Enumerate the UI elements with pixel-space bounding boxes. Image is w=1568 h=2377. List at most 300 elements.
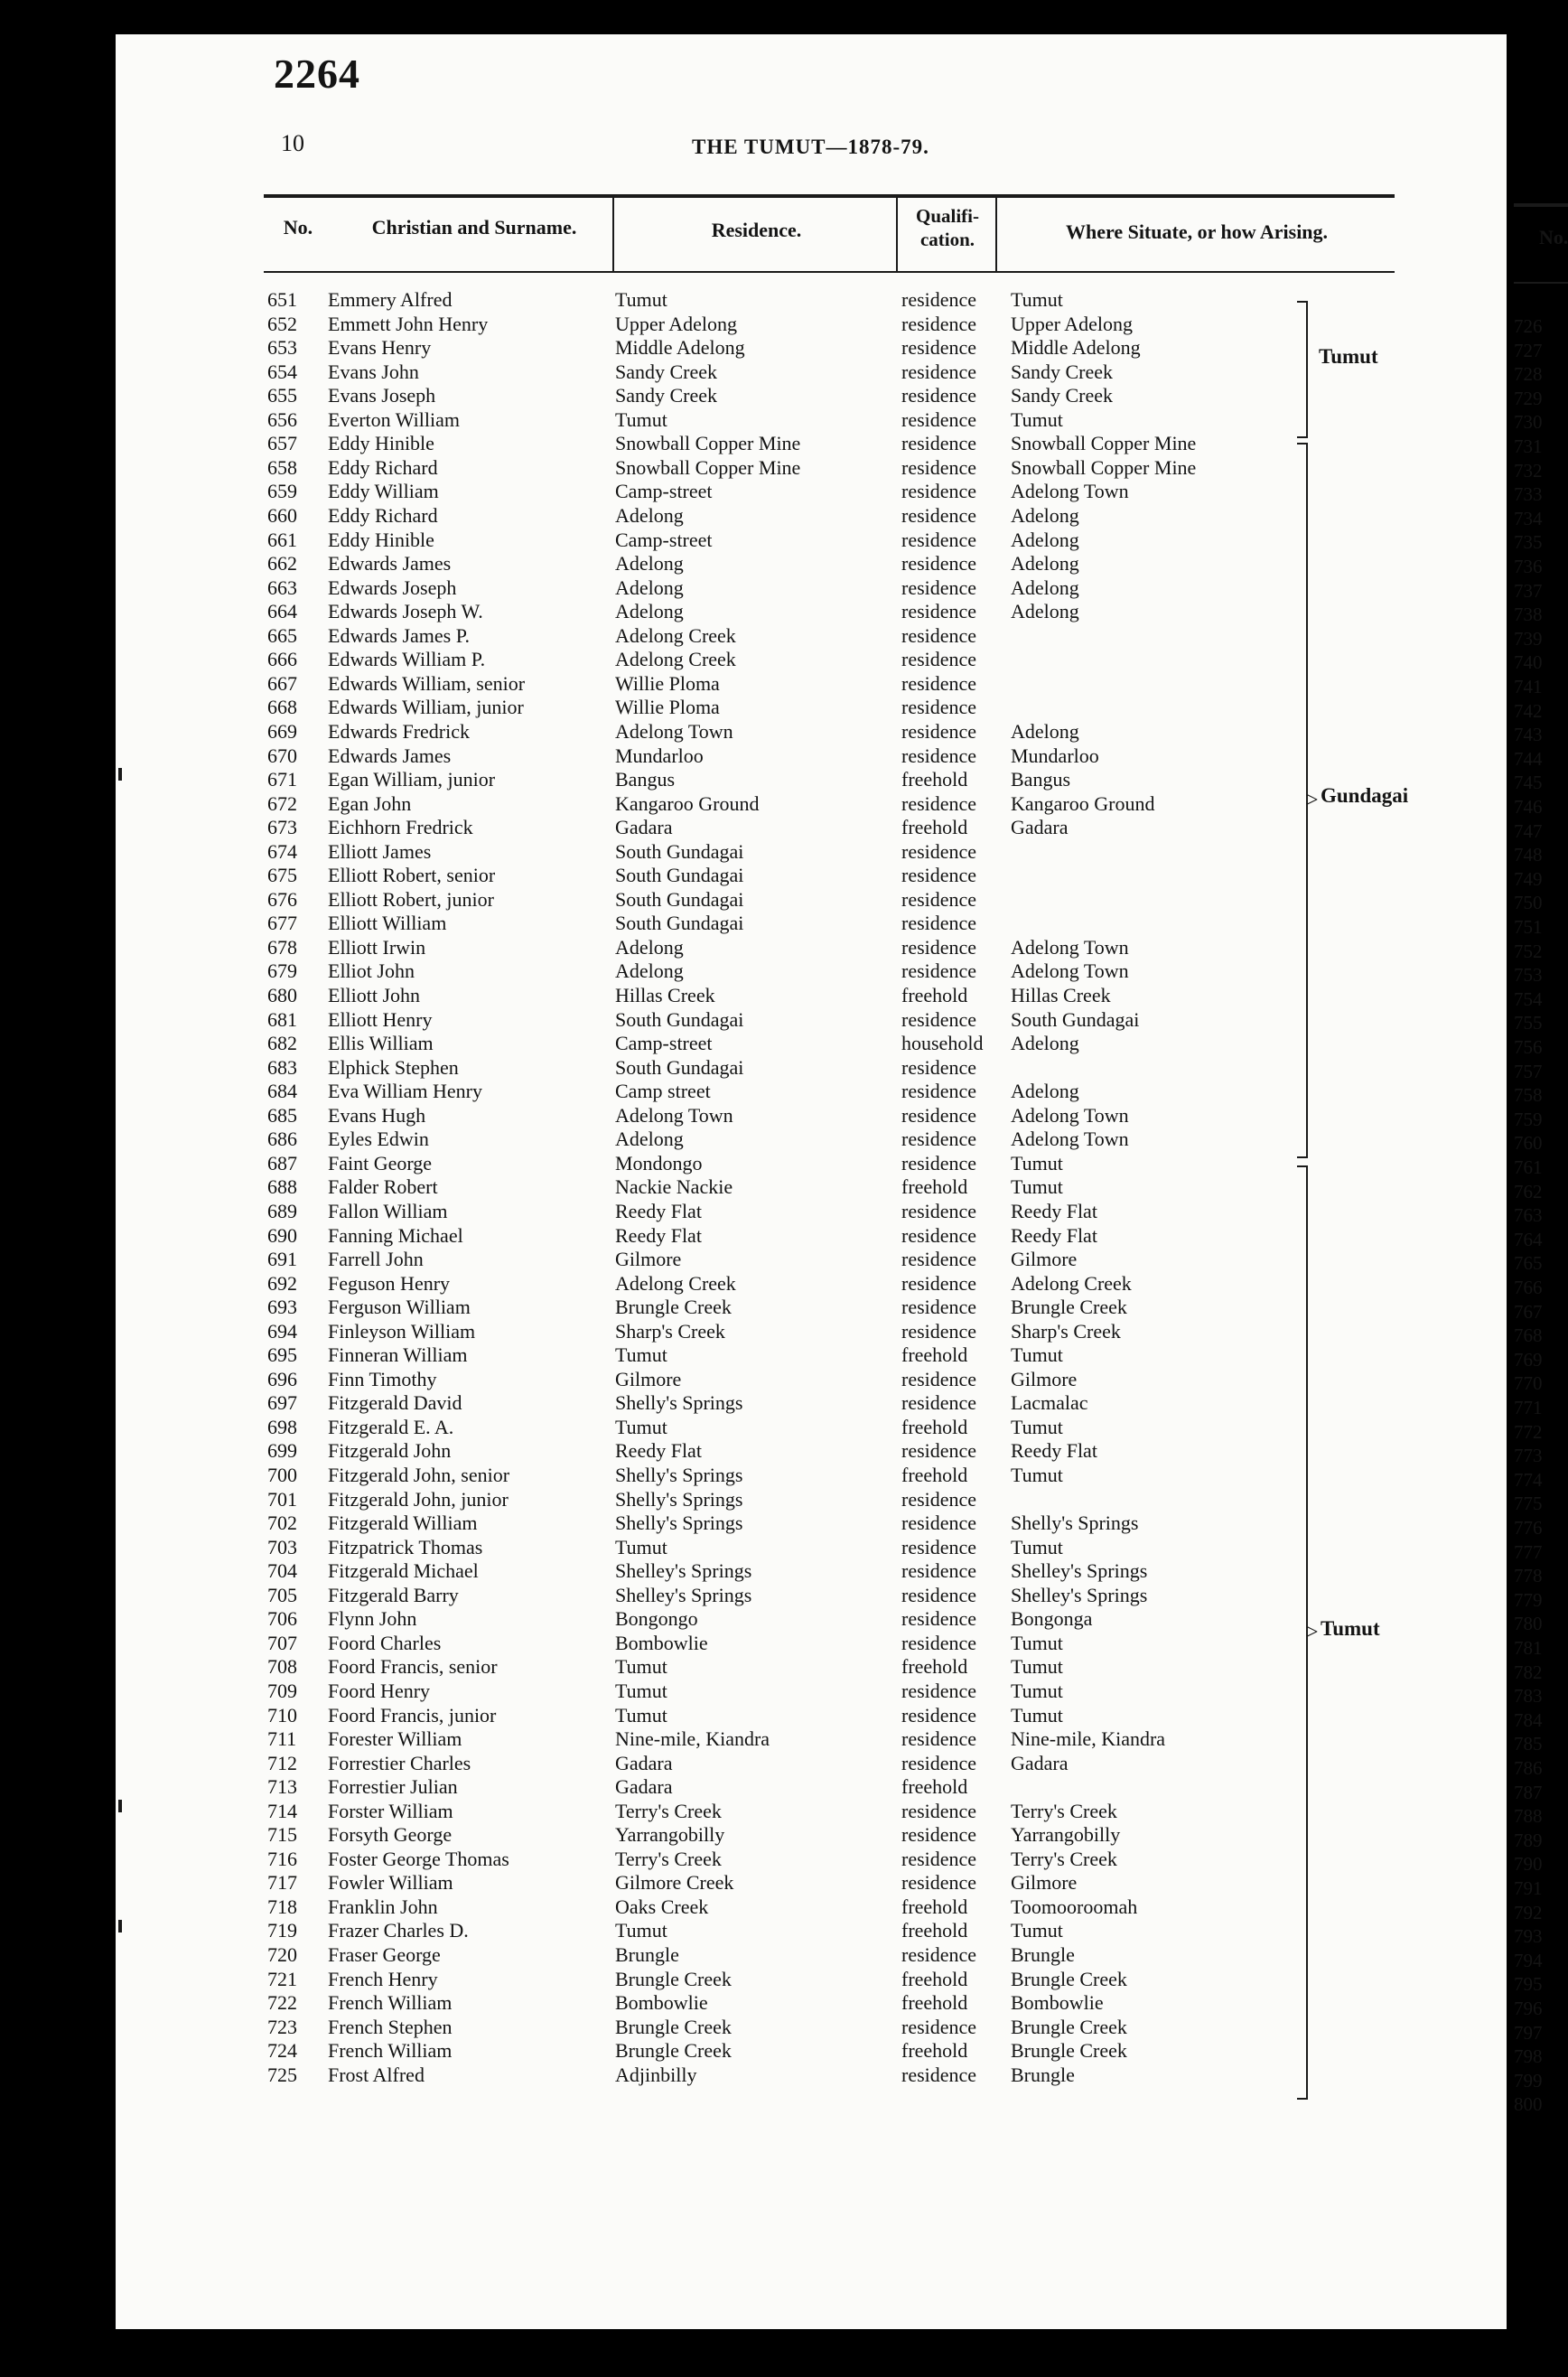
next-column-number: 800 [1514, 2093, 1543, 2116]
entry-name: Forrestier Charles [328, 1751, 471, 1774]
table-row [0, 840, 1391, 864]
next-column-number: 737 [1514, 579, 1543, 602]
next-column-number: 741 [1514, 676, 1543, 697]
next-column-number: 787 [1514, 1781, 1543, 1803]
entry-qualification: residence [901, 1151, 977, 1174]
table-row [0, 576, 1391, 600]
entry-number: 700 [267, 1464, 297, 1486]
entry-name: Evans Henry [328, 336, 432, 360]
entry-where-situate: Sandy Creek [1011, 360, 1114, 383]
entry-where-situate: Gilmore [1011, 1367, 1078, 1390]
next-column-number: 770 [1514, 1372, 1543, 1395]
column-divider-qualification [995, 197, 997, 271]
table-row [0, 912, 1391, 935]
entry-qualification: freehold [901, 1919, 968, 1942]
entry-residence: Bangus [615, 768, 675, 791]
entry-name: Eddy Richard [328, 455, 438, 479]
table-row [0, 1607, 1391, 1631]
table-row [0, 1128, 1391, 1151]
entry-residence: Tumut [615, 1679, 667, 1702]
entry-name: Elliott James [328, 839, 432, 863]
table-row [0, 1200, 1391, 1223]
entry-qualification: residence [901, 312, 977, 335]
entry-qualification: residence [901, 1271, 977, 1295]
table-row [0, 1343, 1391, 1367]
entry-where-situate: Adelong [1011, 1032, 1079, 1055]
entry-name: Eyles Edwin [328, 1128, 429, 1151]
entry-number: 663 [267, 576, 297, 599]
entry-residence: Shelley's Springs [615, 1559, 752, 1583]
entry-qualification: residence [901, 1439, 977, 1463]
entry-qualification: residence [901, 1487, 977, 1511]
next-column-number: 767 [1514, 1300, 1543, 1323]
next-column-number: 774 [1514, 1468, 1543, 1491]
entry-qualification: residence [901, 1080, 977, 1103]
entry-qualification: residence [901, 432, 977, 455]
entry-residence: Brungle [615, 1942, 679, 1966]
entry-qualification: residence [901, 1583, 977, 1606]
table-row [0, 1439, 1391, 1463]
entry-where-situate: Bombowlie [1011, 1991, 1104, 2015]
entry-name: Eichhorn Fredrick [328, 816, 473, 839]
next-column-number: 792 [1514, 1901, 1543, 1923]
table-row [0, 1464, 1391, 1487]
table-row [0, 1272, 1391, 1296]
entry-number: 661 [267, 528, 297, 551]
entry-residence: Tumut [615, 407, 667, 431]
table-row [0, 1632, 1391, 1655]
entry-qualification: residence [901, 935, 977, 959]
entry-residence: Adelong [615, 935, 684, 959]
entry-residence: Snowball Copper Mine [615, 455, 801, 479]
entry-qualification: residence [901, 360, 977, 383]
entry-where-situate: Adelong [1011, 600, 1079, 623]
entry-number: 683 [267, 1055, 297, 1079]
entry-where-situate: Brungle [1011, 2063, 1075, 2086]
entry-qualification: residence [901, 384, 977, 407]
entry-number: 712 [267, 1751, 297, 1774]
entry-name: Evans Joseph [328, 384, 436, 407]
entry-number: 706 [267, 1607, 297, 1631]
entry-qualification: freehold [901, 816, 968, 839]
entry-number: 686 [267, 1128, 297, 1151]
entry-where-situate: Adelong Town [1011, 1103, 1129, 1127]
next-column-number: 738 [1514, 604, 1543, 626]
entry-number: 718 [267, 1895, 297, 1918]
column-divider-residence [896, 197, 898, 271]
table-row [0, 1680, 1391, 1703]
table-row [0, 1296, 1391, 1319]
next-column-number: 743 [1514, 724, 1543, 746]
entry-name: Eddy William [328, 480, 439, 503]
entry-where-situate: Adelong Town [1011, 935, 1129, 959]
entry-number: 654 [267, 360, 297, 383]
running-title: THE TUMUT—1878-79. [692, 136, 929, 158]
next-column-number: 790 [1514, 1853, 1543, 1876]
entry-number: 701 [267, 1487, 297, 1511]
entry-number: 669 [267, 719, 297, 743]
entry-qualification: residence [901, 791, 977, 815]
district-brace-tumut-1 [1297, 301, 1308, 438]
entry-name: Fitzgerald Michael [328, 1559, 479, 1583]
entry-where-situate: Toomooroomah [1011, 1895, 1138, 1918]
entry-qualification: freehold [901, 1464, 968, 1486]
table-row [0, 2063, 1391, 2087]
entry-residence: Oaks Creek [615, 1895, 709, 1918]
entry-residence: Bombowlie [615, 1991, 708, 2015]
table-row [0, 456, 1391, 480]
entry-name: Everton William [328, 407, 460, 431]
table-row [0, 504, 1391, 528]
next-column-number: 762 [1514, 1180, 1543, 1203]
entry-where-situate: Snowball Copper Mine [1011, 432, 1197, 455]
entry-residence: Gilmore Creek [615, 1871, 734, 1895]
table-row [0, 1248, 1391, 1271]
entry-residence: Camp-street [615, 528, 713, 551]
entry-number: 714 [267, 1799, 297, 1822]
entry-qualification: freehold [901, 1343, 968, 1367]
entry-where-situate: Shelly's Springs [1011, 1511, 1139, 1534]
entry-name: Eddy Richard [328, 504, 438, 527]
entry-name: French Stephen [328, 2015, 453, 2038]
entry-number: 660 [267, 504, 297, 527]
table-row [0, 1775, 1391, 1799]
entry-residence: Adelong Town [615, 719, 733, 743]
next-column-number: 763 [1514, 1204, 1543, 1227]
next-column-number: 779 [1514, 1588, 1543, 1611]
next-column-number: 742 [1514, 699, 1543, 722]
entry-name: Elliot John [328, 959, 415, 983]
entry-qualification: freehold [901, 1895, 968, 1918]
table-row [0, 672, 1391, 696]
entry-residence: Bombowlie [615, 1631, 708, 1654]
table-row [0, 2039, 1391, 2063]
entry-qualification: residence [901, 1511, 977, 1534]
entry-where-situate: Adelong Creek [1011, 1271, 1132, 1295]
table-row [0, 648, 1391, 671]
entry-number: 692 [267, 1271, 297, 1295]
entry-qualification: freehold [901, 1991, 968, 2015]
entry-qualification: residence [901, 480, 977, 503]
next-column-number: 744 [1514, 747, 1543, 770]
entry-number: 693 [267, 1296, 297, 1319]
entry-qualification: residence [901, 1823, 977, 1847]
entry-qualification: residence [901, 2063, 977, 2086]
entry-where-situate: Tumut [1011, 288, 1063, 311]
entry-number: 662 [267, 552, 297, 575]
entry-name: Emmett John Henry [328, 312, 489, 335]
entry-number: 680 [267, 984, 297, 1006]
next-column-number: 735 [1514, 531, 1543, 554]
next-column-number: 788 [1514, 1805, 1543, 1828]
entry-name: Forster William [328, 1799, 453, 1822]
entry-number: 720 [267, 1942, 297, 1966]
entry-qualification: residence [901, 552, 977, 575]
entry-residence: Adelong Creek [615, 648, 736, 671]
entry-where-situate: Tumut [1011, 1175, 1063, 1199]
entry-qualification: residence [901, 336, 977, 360]
margin-mark [118, 1800, 122, 1812]
entry-number: 658 [267, 455, 297, 479]
next-column-number: 769 [1514, 1348, 1543, 1371]
entry-name: Fanning Michael [328, 1223, 463, 1247]
next-column-number: 748 [1514, 844, 1543, 866]
entry-qualification: residence [901, 1607, 977, 1631]
next-column-number: 755 [1514, 1012, 1543, 1034]
entry-where-situate: Bongonga [1011, 1607, 1093, 1631]
entry-residence: Gadara [615, 1751, 673, 1774]
next-column-number: 756 [1514, 1036, 1543, 1058]
table-row [0, 336, 1391, 360]
next-column-number: 772 [1514, 1420, 1543, 1443]
entry-residence: Nine-mile, Kiandra [615, 1727, 770, 1750]
entry-name: Fraser George [328, 1942, 441, 1966]
next-column-number: 734 [1514, 507, 1543, 529]
next-column-number: 758 [1514, 1084, 1543, 1107]
next-column-number: 740 [1514, 651, 1543, 674]
entry-name: Foord Francis, senior [328, 1655, 498, 1679]
entry-where-situate: Adelong Town [1011, 959, 1129, 983]
next-column-number: 746 [1514, 796, 1543, 818]
entry-where-situate: Shelley's Springs [1011, 1583, 1148, 1606]
column-header-no: No. [283, 216, 313, 239]
table-row [0, 1752, 1391, 1775]
entry-residence: Mondongo [615, 1151, 703, 1174]
entry-name: Edwards William, junior [328, 696, 524, 719]
entry-qualification: residence [901, 1559, 977, 1583]
entry-where-situate: Terry's Creek [1011, 1799, 1117, 1822]
entry-name: Fitzgerald John, senior [328, 1464, 510, 1486]
entry-number: 681 [267, 1007, 297, 1031]
next-column-number: 789 [1514, 1829, 1543, 1851]
table-row [0, 1104, 1391, 1128]
next-column-number: 754 [1514, 987, 1543, 1010]
entry-number: 723 [267, 2015, 297, 2038]
entry-residence: Willie Ploma [615, 671, 720, 695]
district-label-tumut-2: Tumut [1321, 1617, 1380, 1640]
next-column-number: 799 [1514, 2069, 1543, 2092]
entry-residence: Adelong [615, 600, 684, 623]
brace-point-gundagai: > [1306, 789, 1319, 812]
entry-residence: Tumut [615, 288, 667, 311]
entry-where-situate: Lacmalac [1011, 1391, 1088, 1415]
table-row [0, 1008, 1391, 1032]
district-label-tumut-1: Tumut [1319, 345, 1378, 368]
entry-qualification: residence [901, 839, 977, 863]
table-row [0, 408, 1391, 432]
entry-number: 655 [267, 384, 297, 407]
entry-residence: Gadara [615, 1775, 673, 1799]
entry-name: Ellis William [328, 1032, 434, 1055]
entry-name: Fitzgerald Barry [328, 1583, 459, 1606]
entry-residence: Gilmore [615, 1248, 682, 1270]
entry-residence: Reedy Flat [615, 1199, 702, 1222]
entry-name: Frazer Charles D. [328, 1919, 469, 1942]
entry-where-situate: Brungle [1011, 1942, 1075, 1966]
entry-qualification: freehold [901, 1967, 968, 1990]
next-column-number: 752 [1514, 940, 1543, 962]
entry-qualification: residence [901, 696, 977, 719]
entry-name: Evans John [328, 360, 419, 383]
entry-number: 659 [267, 480, 297, 503]
entry-residence: Kangaroo Ground [615, 791, 760, 815]
table-row [0, 480, 1391, 503]
entry-number: 666 [267, 648, 297, 671]
entry-number: 705 [267, 1583, 297, 1606]
entry-qualification: residence [901, 1942, 977, 1966]
table-row [0, 1968, 1391, 1991]
entry-number: 694 [267, 1319, 297, 1343]
table-row [0, 789, 1391, 816]
entry-number: 711 [267, 1727, 297, 1750]
entry-number: 691 [267, 1248, 297, 1270]
entry-qualification: residence [901, 864, 977, 887]
brace-point-tumut: > [1306, 1621, 1319, 1644]
entry-name: Fitzgerald William [328, 1511, 478, 1534]
entry-number: 708 [267, 1655, 297, 1679]
table-row [0, 696, 1391, 719]
table-row [0, 1895, 1391, 1919]
next-column-number: 739 [1514, 627, 1543, 650]
entry-residence: Adelong [615, 959, 684, 983]
entry-where-situate: Snowball Copper Mine [1011, 455, 1197, 479]
entry-name: Edwards Joseph W. [328, 600, 483, 623]
entry-where-situate: Gilmore [1011, 1871, 1078, 1895]
table-row [0, 1655, 1391, 1679]
entry-name: Edwards William P. [328, 648, 486, 671]
next-column-number: 786 [1514, 1757, 1543, 1779]
entry-number: 717 [267, 1871, 297, 1895]
entry-name: Elliott William [328, 912, 447, 935]
next-column-number: 751 [1514, 916, 1543, 938]
entry-qualification: residence [901, 1055, 977, 1079]
entry-name: Evans Hugh [328, 1103, 426, 1127]
entry-residence: Brungle Creek [615, 1967, 732, 1990]
table-row [0, 1800, 1391, 1823]
entry-qualification: residence [901, 1535, 977, 1558]
entry-residence: Reedy Flat [615, 1223, 702, 1247]
entry-qualification: residence [901, 576, 977, 599]
entry-qualification: residence [901, 671, 977, 695]
entry-residence: Camp street [615, 1080, 711, 1103]
table-row [0, 959, 1391, 983]
table-row [0, 1584, 1391, 1607]
margin-mark [118, 768, 122, 781]
table-row [0, 888, 1391, 912]
entry-residence: Shelly's Springs [615, 1464, 743, 1486]
entry-name: Ferguson William [328, 1296, 471, 1319]
entry-name: Elliott John [328, 984, 421, 1006]
table-row [0, 744, 1391, 768]
entry-where-situate: Tumut [1011, 1415, 1063, 1438]
entry-qualification: freehold [901, 768, 968, 791]
next-column-number: 760 [1514, 1132, 1543, 1155]
entry-residence: Hillas Creek [615, 984, 715, 1006]
entry-residence: Willie Ploma [615, 696, 720, 719]
table-row [0, 1032, 1391, 1055]
entry-qualification: residence [901, 1007, 977, 1031]
entry-number: 657 [267, 432, 297, 455]
entry-number: 721 [267, 1967, 297, 1990]
next-column-number: 732 [1514, 459, 1543, 482]
entry-where-situate: Adelong [1011, 576, 1079, 599]
entry-qualification: freehold [901, 1175, 968, 1199]
entry-where-situate: Mundarloo [1011, 744, 1099, 767]
entry-where-situate: Adelong [1011, 504, 1079, 527]
entry-number: 690 [267, 1223, 297, 1247]
entry-name: Fallon William [328, 1199, 448, 1222]
entry-name: Feguson Henry [328, 1271, 451, 1295]
entry-residence: Adelong [615, 552, 684, 575]
entry-where-situate: Tumut [1011, 1919, 1063, 1942]
entry-name: Eddy Hinible [328, 528, 434, 551]
entry-number: 697 [267, 1391, 297, 1415]
entry-name: Emmery Alfred [328, 288, 453, 311]
table-row [0, 1416, 1391, 1439]
entry-where-situate: Sandy Creek [1011, 384, 1114, 407]
next-column-number: 750 [1514, 892, 1543, 914]
entry-residence: Adjinbilly [615, 2063, 697, 2086]
entry-where-situate: Tumut [1011, 1703, 1063, 1727]
entry-qualification: residence [901, 1871, 977, 1895]
entry-number: 675 [267, 864, 297, 887]
entry-name: Edwards William, senior [328, 671, 526, 695]
page-number: 2264 [274, 51, 360, 97]
entry-number: 667 [267, 671, 297, 695]
entry-residence: South Gundagai [615, 839, 744, 863]
table-row [0, 432, 1391, 455]
entry-qualification: residence [901, 1847, 977, 1870]
entry-name: Fitzpatrick Thomas [328, 1535, 483, 1558]
entry-where-situate: Adelong Town [1011, 480, 1129, 503]
next-column-number: 759 [1514, 1108, 1543, 1130]
table-row [0, 529, 1391, 552]
table-row [0, 1511, 1391, 1535]
entry-qualification: residence [901, 1631, 977, 1654]
entry-qualification: residence [901, 1799, 977, 1822]
entry-qualification: residence [901, 959, 977, 983]
table-row [0, 1823, 1391, 1847]
entry-number: 724 [267, 2039, 297, 2063]
entry-qualification: residence [901, 1103, 977, 1127]
entry-qualification: residence [901, 600, 977, 623]
next-column-number: 731 [1514, 435, 1543, 457]
entry-qualification: residence [901, 623, 977, 647]
entry-qualification: freehold [901, 984, 968, 1006]
entry-where-situate: Brungle Creek [1011, 1967, 1127, 1990]
entry-number: 653 [267, 336, 297, 360]
entry-number: 722 [267, 1991, 297, 2015]
entry-qualification: residence [901, 719, 977, 743]
entry-number: 710 [267, 1703, 297, 1727]
entry-where-situate: Adelong Town [1011, 1128, 1129, 1151]
entry-number: 656 [267, 407, 297, 431]
entry-name: French Henry [328, 1967, 438, 1990]
entry-name: Foord Charles [328, 1631, 442, 1654]
entry-where-situate: Brungle Creek [1011, 1296, 1127, 1319]
entry-number: 664 [267, 600, 297, 623]
next-column-number: 761 [1514, 1156, 1543, 1178]
table-row [0, 624, 1391, 648]
entry-name: Forsyth George [328, 1823, 453, 1847]
entry-number: 665 [267, 623, 297, 647]
table-row [0, 1056, 1391, 1080]
entry-qualification: residence [901, 1296, 977, 1319]
entry-name: Eva William Henry [328, 1080, 482, 1103]
table-row [0, 720, 1391, 744]
entry-qualification: freehold [901, 1775, 968, 1799]
entry-name: Edwards James [328, 744, 452, 767]
